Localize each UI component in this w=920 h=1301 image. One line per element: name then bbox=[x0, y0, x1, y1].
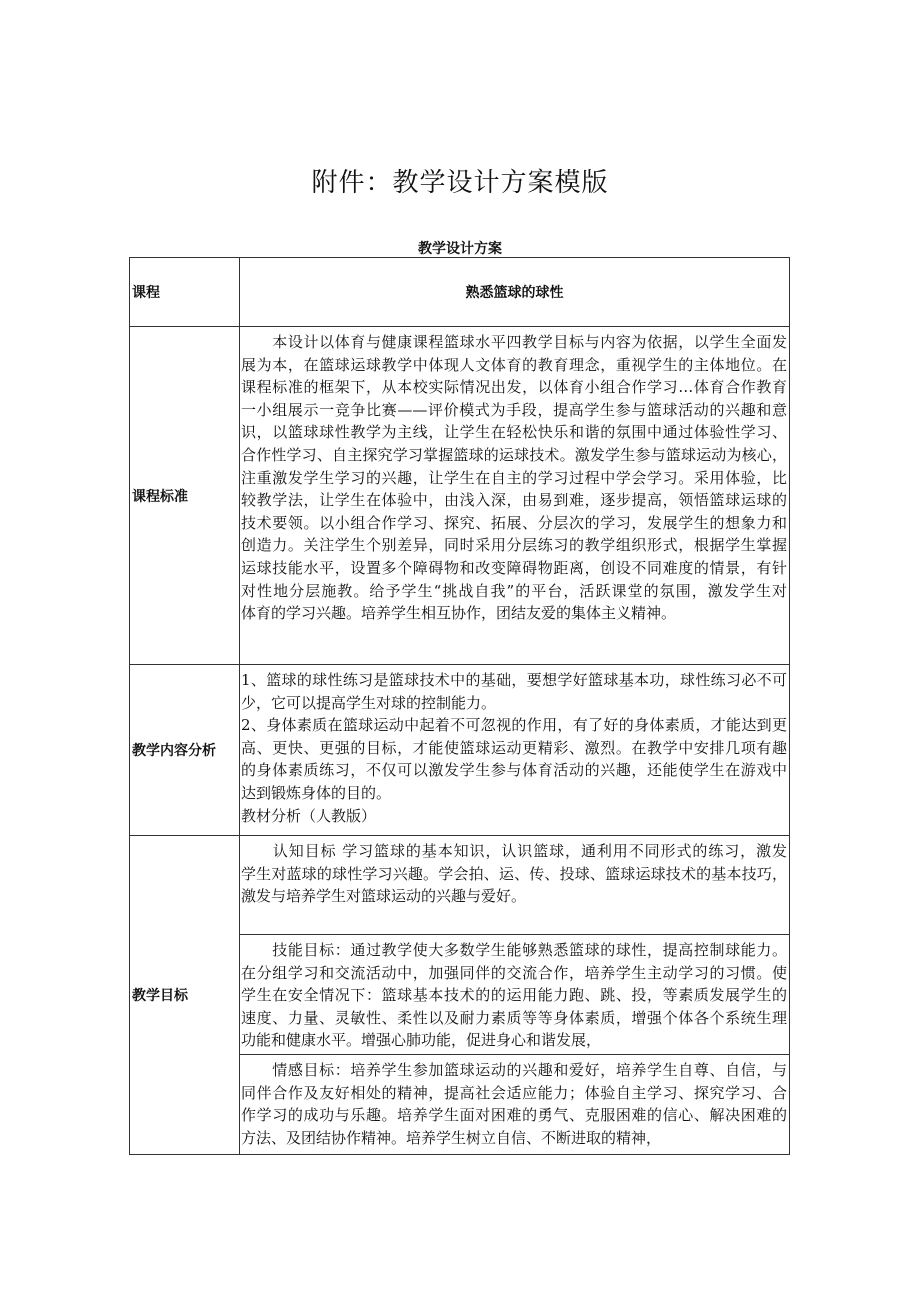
text-line: 达到锻炼身体的目的。 bbox=[241, 783, 392, 802]
document-title: 附件：教学设计方案模版 bbox=[311, 168, 609, 198]
text-line: 较教学法，让学生在体验中，由浅入深，由易到难，逐步提高，领悟篮球运球的 bbox=[241, 491, 787, 510]
text-line: 运球技能水平，设置多个障碍物和改变障碍物距离，创设不同难度的情景，有针 bbox=[241, 558, 787, 577]
text-line: 创造力。关注学生个别差异，同时采用分层练习的教学组织形式，根据学生掌握 bbox=[241, 536, 787, 555]
text-line: 一小组展示一竞争比赛——评价模式为手段，提高学生参与篮球活动的兴趣和意 bbox=[241, 400, 787, 419]
text-line: 识，以篮球球性教学为主线，让学生在轻松快乐和谐的氛围中通过体验性学习、 bbox=[241, 423, 787, 442]
text-line: 激发与培养学生对篮球运动的兴趣与爱好。 bbox=[241, 887, 527, 906]
text-line: 速度、力量、灵敏性、柔性以及耐力素质等等身体素质，增强个体各个系统生理 bbox=[241, 1008, 787, 1027]
text-line: 在分组学习和交流活动中，加强同伴的交流合作，培养学生主动学习的习惯。使 bbox=[241, 963, 787, 982]
label-standard: 课程标准 bbox=[130, 327, 240, 664]
text-line: 同伴合作及友好相处的精神，提高社会适应能力；体验自主学习、探究学习、合 bbox=[241, 1083, 787, 1102]
text-line: 本设计以体育与健康课程篮球水平四教学目标与内容为依据，以学生全面发 bbox=[241, 333, 787, 351]
row-goals bbox=[130, 835, 789, 1154]
text-line: 学生对蓝球的球性学习兴趣。学会拍、运、传、投球、篮球运球技术的基本技巧， bbox=[241, 864, 787, 883]
text-line: 教材分析（人教版） bbox=[241, 806, 377, 825]
table-caption: 教学设计方案 bbox=[418, 241, 502, 257]
text-line: 方法、及团结协作精神。培养学生树立自信、不断进取的精神， bbox=[241, 1128, 662, 1147]
text-line: 展为本，在篮球运球教学中体现人文体育的教育理念，重视学生的主体地位。在 bbox=[241, 355, 787, 374]
text-line: 注重激发学生学习的兴趣，让学生在自主的学习过程中学会学习。采用体验，比 bbox=[241, 468, 787, 487]
design-table bbox=[129, 257, 790, 1155]
text-line: 学生在安全情况下：篮球基本技术的的运用能力跑、跳、投，等素质发展学生的 bbox=[241, 986, 787, 1005]
text-line: 少，它可以提高学生对球的控制能力。 bbox=[241, 693, 497, 712]
text-line: 的身体素质练习，不仅可以激发学生参与体育活动的兴趣，还能使学生在游戏中 bbox=[241, 761, 787, 780]
row-course bbox=[130, 258, 789, 326]
standard-text bbox=[240, 327, 789, 664]
row-standard bbox=[130, 326, 789, 664]
course-name: 熟悉篮球的球性 bbox=[465, 285, 564, 301]
text-line: 认知目标 学习篮球的基本知识，认识篮球，通利用不同形式的练习，激发 bbox=[241, 842, 787, 860]
text-line: 对性地分层施教。给予学生“挑战自我”的平台，活跃课堂的氛围，激发学生对 bbox=[241, 581, 787, 600]
label-course: 课程 bbox=[130, 258, 240, 326]
text-line: 2、身体素质在篮球运动中起着不可忽视的作用，有了好的身体素质，才能达到更 bbox=[241, 716, 787, 735]
text-line: 技能目标：通过教学使大多数学生能够熟悉篮球的球性，提高控制球能力。 bbox=[241, 941, 787, 959]
text-line: 情感目标：培养学生参加篮球运动的兴趣和爱好，培养学生自尊、自信，与 bbox=[241, 1061, 787, 1079]
text-line: 合作性学习、自主探究学习掌握篮球的运球技术。激发学生参与篮球运动为核心， bbox=[241, 445, 787, 464]
affective-goal bbox=[240, 1054, 789, 1154]
text-line: 功能和健康水平。增强心肺功能，促进身心和谐发展， bbox=[241, 1031, 602, 1050]
text-line: 课程标准的框架下，从本校实际情况出发，以体育小组合作学习…体育合作教育 bbox=[241, 378, 787, 397]
text-line: 高、更快、更强的目标，才能使篮球运动更精彩、激烈。在教学中安排几项有趣 bbox=[241, 738, 787, 757]
skill-goal bbox=[240, 934, 789, 1054]
text-line: 作学习的成功与乐趣。培养学生面对困难的勇气、克服困难的信心、解决困难的 bbox=[241, 1106, 787, 1125]
cognitive-goal bbox=[240, 836, 789, 934]
content-text bbox=[240, 665, 789, 835]
label-goals: 教学目标 bbox=[130, 836, 240, 1154]
text-line: 技术要领。以小组合作学习、探究、拓展、分层次的学习，发展学生的想象力和 bbox=[241, 513, 787, 532]
text-line: 1、篮球的球性练习是篮球技术中的基础，要想学好篮球基本功，球性练习必不可 bbox=[241, 671, 787, 689]
label-content: 教学内容分析 bbox=[130, 665, 240, 835]
row-content bbox=[130, 664, 789, 835]
text-line: 体育的学习兴趣。培养学生相互协作，团结友爱的集体主义精神。 bbox=[241, 604, 677, 623]
